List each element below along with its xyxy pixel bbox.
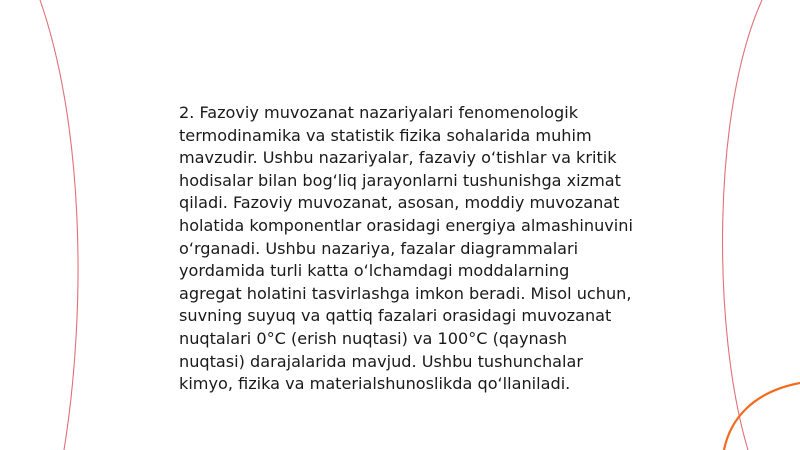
orange-arc bbox=[724, 383, 800, 450]
right-curve-line bbox=[723, 0, 762, 450]
left-curve-line bbox=[40, 0, 78, 450]
body-paragraph: 2. Fazoviy muvozanat nazariyalari fenomenologik termodinamika va statistik fizika sohalarida muhim mavzudir. Ushbu nazariyalar, fazaviy o‘tishlar va kritik hodisalar bilan bog‘liq jarayonlarni tushunishga xizmat qiladi. Fazoviy muvozanat, asosan, moddiy muvozanat holatida komponentlar orasidagi energiya almashinuvini o‘rganadi. Ushbu nazariya, fazalar diagrammalari yordamida turli katta o‘lchamdagi moddalarning agregat holatini tasvirlashga imkon beradi. Misol uchun, suvning suyuq va qattiq fazalari orasidagi muvozanat nuqtalari 0°C (erish nuqtasi) va 100°C (qaynash nuqtasi) darajalarida mavjud. Ushbu tushunchalar kimyo, fizika va materialshunoslikda qo‘llaniladi. bbox=[179, 103, 633, 394]
